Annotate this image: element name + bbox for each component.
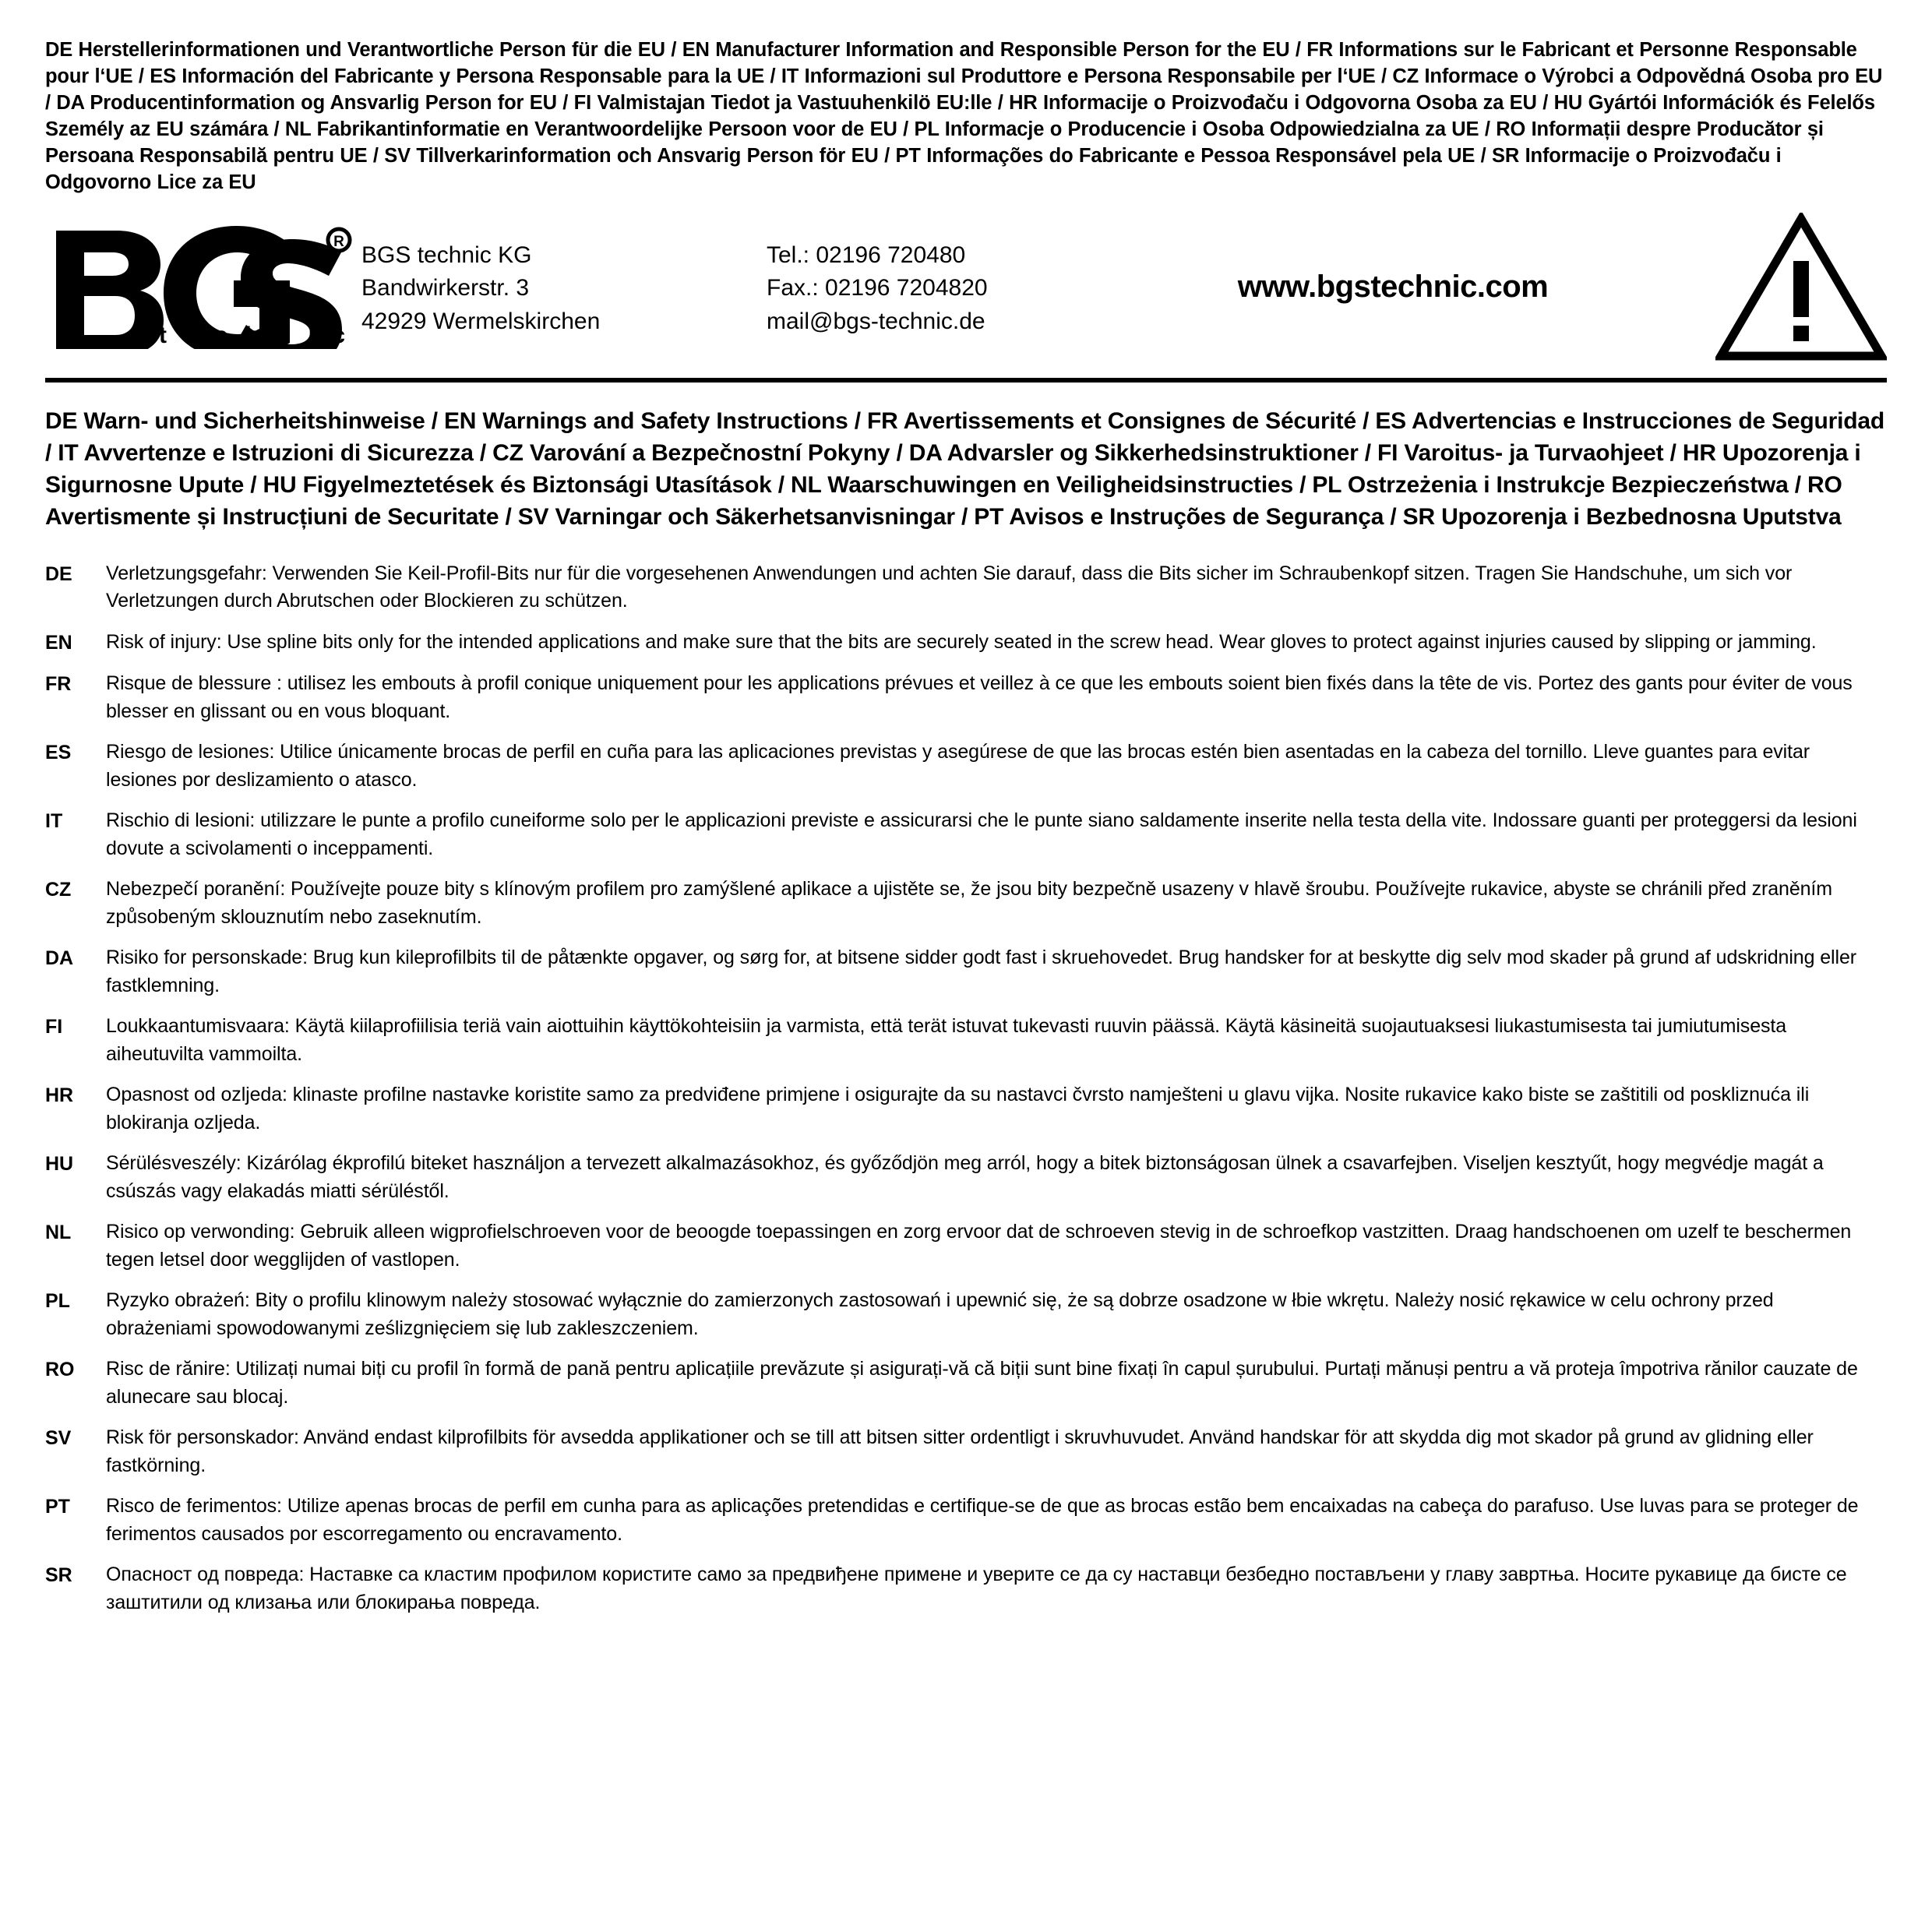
list-item [45,1150,1887,1205]
svg-text:R: R [333,234,344,251]
language-text: Risiko for personskade: Brug kun kileprofilbits til de påtænkte opgaver, og sørg for, at bitsene sidder godt fast i skruehovedet. Brug handsker for at beskytte dig selv mod skader på grund af udskridning eller fastklemning. [106,947,1856,996]
company-email[interactable]: mail@bgs-technic.de [767,308,985,334]
language-code: FI [45,1016,63,1038]
language-code: SR [45,1564,72,1587]
language-text: Risico op verwonding: Gebruik alleen wigprofielschroeven voor de beoogde toepassingen en zorg ervoor dat de schroeven stevig in de schroefkop vastzitten. Draag handschoenen om uzelf te beschermen tegen letsel door wegglijden of vastlopen. [106,1221,1852,1271]
company-tel: Tel.: 02196 720480 [767,242,966,268]
language-text: Risc de rănire: Utilizați numai biți cu profil în formă de pană pentru aplicațiile prevăzute și asigurați-vă că biții sunt bine fixați în capul șurubului. Purtați mănuși pentru a vă proteja împotriva rănilor cauzate de alunecare sau blocaj. [106,1358,1858,1408]
language-text: Nebezpečí poranění: Používejte pouze bity s klínovým profilem pro zamýšlené aplikace a ujistěte se, že jsou bity bezpečně usazeny v hlavě šroubu. Používejte rukavice, abyste se chránili před zraněním způsobeným sklouznutím nebo zaseknutím. [106,878,1833,928]
language-text: Opasnost od ozljeda: klinaste profilne nastavke koristite samo za predviđene primjene i osigurajte da su nastavci čvrsto namješteni u glavu vijka. Nosite rukavice kako biste se zaštitili od poskliznuća ili blokiranja ozljeda. [106,1084,1810,1133]
language-text: Risque de blessure : utilisez les embouts à profil conique uniquement pour les applications prévues et veillez à ce que les embouts soient bien fixés dans la tête de vis. Portez des gants pour éviter de vous blesser en glissant ou en vous bloquant. [106,672,1853,722]
list-item [45,807,1887,862]
bgs-logo [45,224,361,349]
language-code: IT [45,810,63,833]
company-address [361,236,767,339]
svg-text:t e c h n i c: t e c h n i c [159,323,351,349]
language-code: SV [45,1427,72,1450]
company-city: 42929 Wermelskirchen [361,308,601,334]
language-code: FR [45,673,72,696]
company-fax: Fax.: 02196 7204820 [767,275,988,301]
language-code: DA [45,947,74,970]
list-item [45,1424,1887,1479]
language-text: Sérülésveszély: Kizárólag ékprofilú biteket használjon a tervezett alkalmazásokhoz, és győződjön meg arról, hogy a bitek biztonságosan ülnek a csavarfejben. Viseljen kesztyűt, hogy megvédje magát a csúszás vagy elakadás miatti sérüléstől. [106,1152,1824,1202]
language-text: Risk of injury: Use spline bits only for the intended applications and make sure that the bits are securely seated in the screw head. Wear gloves to protect against injuries caused by slipping or jamming. [106,630,1817,653]
language-code: PL [45,1290,70,1313]
language-code: HU [45,1153,74,1176]
list-item [45,1287,1887,1342]
list-item [45,1218,1887,1274]
language-code: EN [45,631,72,654]
list-item [45,1013,1887,1068]
language-text: Ryzyko obrażeń: Bity o profilu klinowym należy stosować wyłącznie do zamierzonych zastosowań i upewnić się, że są dobrze osadzone w łbie wkrętu. Należy nosić rękawice w celu ochrony przed obrażeniami spowodowanymi ześlizgnięciem się lub zakleszczeniem. [106,1289,1774,1339]
safety-instruction-list [45,560,1887,1617]
warnings-heading: DE Warn- und Sicherheitshinweise / EN Warnings and Safety Instructions / FR Avertissements et Consignes de Sécurité / ES Advertencias e Instrucciones de Seguridad / IT Avvertenze e Istruzioni di Sicurezza / CZ Varování a Bezpečnostní Pokyny / DA Advarsler og Sikkerhedsinstruktioner / FI Varoitus- ja Turvaohjeet / HR Upozorenja i Sigurnosne Upute / HU Figyelmeztetések és Biztonsági Utasítások / NL Waarschuwingen en Veiligheidsinstructies / PL Ostrzeżenia i Instrukcje Bezpieczeństwa / RO Avertismente și Instrucțiuni de Securitate / SV Varningar och Säkerhetsanvisningar / PT Avisos e Instruções de Segurança / SR Upozorenja i Bezbednosna Uputstva [45,408,1884,530]
language-code: PT [45,1496,70,1518]
list-item [45,876,1887,931]
list-item [45,739,1887,794]
list-item [45,1356,1887,1411]
language-text: Опасност од повреда: Наставке са кластим профилом користите само за предвиђене примене и уверите се да су наставци безбедно постављени у главу завртња. Носите рукавице да бисте се заштитили од клизања или блокирања повреда. [106,1564,1847,1613]
list-item [45,1493,1887,1548]
list-item [45,1561,1887,1616]
language-text: Loukkaantumisvaara: Käytä kiilaprofiilisia teriä vain aiottuihin käyttökohteisiin ja varmista, että terät istuvat tukevasti ruuvin päässä. Käytä käsineitä suojautuaksesi liukastumisesta tai jumiutumisesta aiheutuvilta vammoilta. [106,1015,1787,1065]
language-text: Risco de ferimentos: Utilize apenas brocas de perfil em cunha para as aplicações pretendidas e certifique-se de que as brocas estão bem encaixadas na cabeça do parafuso. Use luvas para se proteger de ferimentos causados por escorregamento ou encravamento. [106,1495,1859,1545]
list-item [45,944,1887,999]
manufacturer-info-header: DE Herstellerinformationen und Verantwortliche Person für die EU / EN Manufacturer Information and Responsible Person for the EU / FR Informations sur le Fabricant et Personne Responsable pour l‘UE / ES Información del Fabricante y Persona Responsable para la UE / IT Informazioni sul Produttore e Persona Responsabile per l‘UE / CZ Informace o Výrobci a Odpovědná Osoba pro EU / DA Producentinformation og Ansvarlig Person for EU / FI Valmistajan Tiedot ja Vastuuhenkilö EU:lle / HR Informacije o Proizvođaču i Odgovorna Osoba za EU / HU Gyártói Információk és Felelős Személy az EU számára / NL Fabrikantinformatie en Verantwoordelijke Persoon voor de EU / PL Informacje o Producencie i Osoba Odpowiedzialna za UE / RO Informații despre Producător și Persoana Responsabilă pentru UE / SV Tillverkarinformation och Ansvarig Person för EU / PT Informações do Fabricante e Pessoa Responsável pela UE / SR Informacije o Proizvođaču i Odgovorno Lice za EU [45,39,1883,193]
list-item [45,1081,1887,1137]
language-code: DE [45,562,72,585]
company-website[interactable]: www.bgstechnic.com [1237,269,1549,304]
language-code: HR [45,1084,74,1107]
list-item [45,670,1887,725]
list-item [45,560,1887,615]
bgs-logo-svg [50,224,354,349]
company-band [45,213,1887,383]
company-street: Bandwirkerstr. 3 [361,275,530,301]
warning-triangle [1708,213,1887,361]
language-code: RO [45,1359,75,1381]
language-code: ES [45,742,72,764]
language-code: NL [45,1222,72,1244]
registered-trademark-icon [328,229,350,251]
warning-triangle-icon [1715,213,1887,361]
language-text: Riesgo de lesiones: Utilice únicamente brocas de perfil en cuña para las aplicaciones previstas y asegúrese de que las brocas estén bien asentadas en la cabeza del tornillo. Lleve guantes para evitar lesiones por deslizamiento o atasco. [106,741,1810,791]
list-item [45,629,1887,658]
company-name: BGS technic KG [361,242,532,268]
language-text: Rischio di lesioni: utilizzare le punte a profilo cuneiforme solo per le applicazioni previste e assicurarsi che le punte siano saldamente inserite nella testa della vite. Indossare guanti per proteggersi da lesioni dovute a scivolamenti o inceppamenti. [106,809,1857,859]
language-code: CZ [45,879,72,901]
language-text: Verletzungsgefahr: Verwenden Sie Keil-Profil-Bits nur für die vorgesehenen Anwendungen und achten Sie darauf, dass die Bits sicher im Schraubenkopf sitzen. Tragen Sie Handschuhe, um sich vor Verletzungen durch Abrutschen oder Blockieren zu schützen. [106,562,1793,612]
company-contact [767,236,1109,339]
language-text: Risk för personskador: Använd endast kilprofilbits för avsedda applikationer och se till att bitsen sitter ordentligt i skruvhuvudet. Använd handskar för att skydda dig mot skador på grund av glidning eller fastkörning. [106,1426,1814,1476]
